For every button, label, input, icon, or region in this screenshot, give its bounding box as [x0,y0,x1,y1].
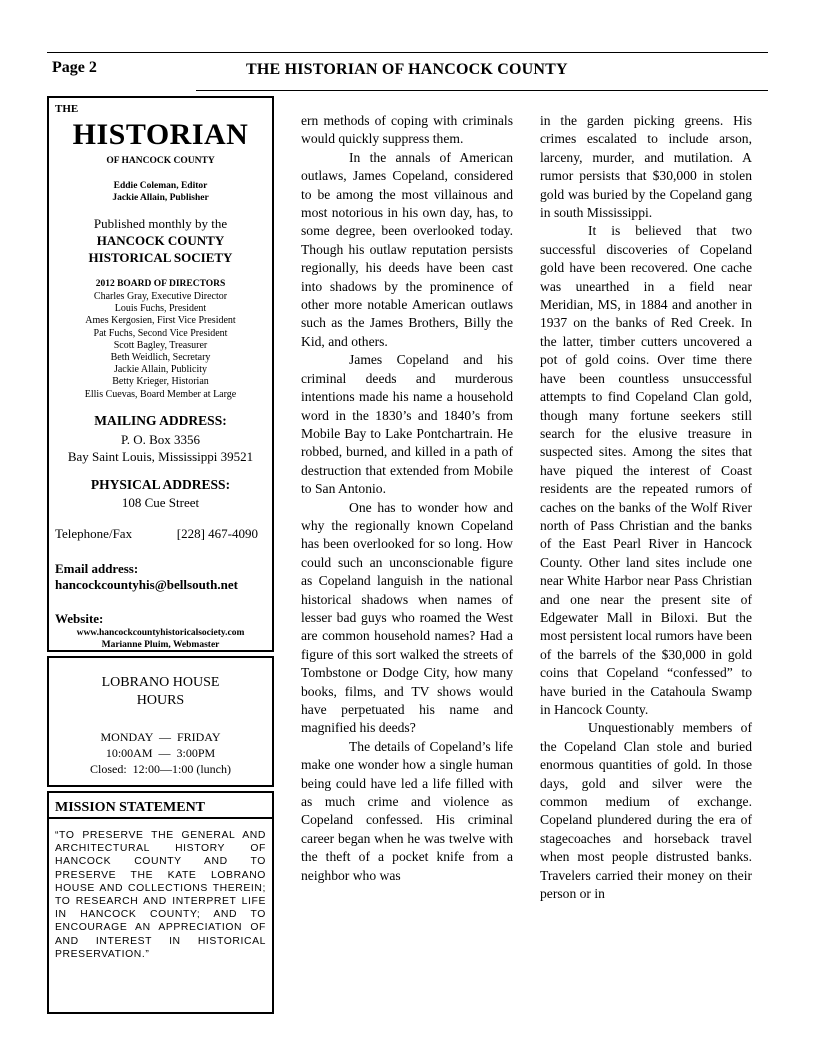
article-paragraph: Unquestionably members of the Copeland Clan stole and buried enormous quantities of gold. In those days, gold and silver were the common medium of exchange. Copeland plundered during the era of stagecoaches and horseback travel when most people distrusted banks. Travelers carried their money on their person or in [540,720,752,902]
hours-box [47,656,274,787]
telephone-value: [228] 467-4090 [176,526,258,541]
board-member: Louis Fuchs, President [114,303,207,315]
mission-box [47,791,274,1014]
publisher-credit: Jackie Allain, Publisher [112,193,209,203]
board-member: Ellis Cuevas, Board Member at Large [84,388,237,400]
website-link[interactable]: www.hancockcountyhistoricalsociety.com [76,628,245,638]
running-title: THE HISTORIAN OF HANCOCK COUNTY [246,61,568,78]
society-name-line2: HISTORICAL SOCIETY [88,250,233,265]
board-member: Beth Weidlich, Secretary [110,352,211,364]
hours-times: 10:00AM — 3:00PM [105,746,216,760]
email-heading: Email address: [55,561,139,576]
masthead-the: THE [55,103,79,115]
mission-text: “TO PRESERVE THE GENERAL AND ARCHITECTURAL HISTORY OF HANCOCK COUNTY AND TO PRESERVE THE KATE LOBRANO HOUSE AND COLLECTIONS THEREIN; TO RESEARCH AND INTERPRET LIFE IN HANCOCK COUNTY; AND TO ENCOURAGE AN APPRECIATION OF AND INTEREST IN HISTORICAL PRESERVATION.” [55,830,266,960]
masthead-title: HISTORIAN [72,118,249,151]
article-paragraph: In the annals of American outlaws, James Copeland, considered to be among the most villainous and most notorious in his own day, has, to some degree, been overlooked today. Though his outlaw reputation persists regionally, his deeds have been cast into shadows by the prominence of other more notable American outlaws such as the James Brothers, Billy the Kid, and others. [301,149,513,349]
board-member: Charles Gray, Executive Director [93,291,228,302]
mailing-address-line2: Bay Saint Louis, Mississippi 39521 [67,449,254,464]
telephone-row [55,526,266,542]
hours-title-line2: HOURS [136,693,185,708]
board-heading: 2012 BOARD OF DIRECTORS [95,279,226,289]
board-member: Jackie Allain, Publicity [113,364,208,376]
webmaster-credit: Marianne Pluim, Webmaster [101,640,220,650]
article-column-2 [540,112,752,903]
email-link[interactable]: hancockcountyhis@bellsouth.net [55,577,238,592]
physical-address-line1: 108 Cue Street [121,495,200,510]
article-paragraph: The details of Copeland’s life make one wonder how a single human being could have led a life filled with as much crime and violence as Copeland confessed. His criminal career began when he was twelve with the theft of a pocket knife from a neighbor who was [301,738,513,883]
society-name-line1: HANCOCK COUNTY [96,233,225,248]
mission-divider [49,817,272,819]
physical-address-heading: PHYSICAL ADDRESS: [90,477,231,492]
telephone-label: Telephone/Fax [55,526,133,541]
mailing-address-line1: P. O. Box 3356 [120,432,201,447]
board-list [49,291,272,401]
board-member: Pat Fuchs, Second Vice President [93,327,228,339]
website-heading: Website: [55,611,104,626]
hours-days: MONDAY — FRIDAY [100,730,221,744]
hours-title-line1: LOBRANO HOUSE [101,675,220,690]
article-paragraph: in the garden picking greens. His crimes escalated to include arson, larceny, murder, and mutilation. A rumor persists that $30,000 in stolen gold was buried by the Copeland gang in south Mississippi. [540,113,752,221]
mailing-address-heading: MAILING ADDRESS: [94,413,227,428]
header-underline [196,90,768,91]
masthead-box [47,96,274,652]
top-rule [47,52,768,53]
editor-credit: Eddie Coleman, Editor [113,181,208,191]
page-number: Page 2 [52,59,97,76]
article-paragraph: James Copeland and his criminal deeds and murderous intentions made his name a household word in the 1830’s and 1840’s from Mobile Bay to Lake Pontchartrain. He robbed, burned, and killed in a path of destruction that extended from Mobile to San Antonio. [301,352,513,497]
article-paragraph: It is believed that two successful discoveries of Copeland gold have been recovered. One cache was unearthed in a field near Meridian, MS, in 1884 and another in 1937 on the banks of Red Creek. In the latter, timber cutters uncovered a pot of gold coins. Over time there have been countless unsuccessful attempts to find Copeland Clan gold, though many fortune seekers still search for the elusive treasure in suspected sites. Among the sites that have piqued the interest of Coast residents are the repeated rumors of caches on the banks of the Wolf River north of Pass Christian and the banks of the East Pearl River in Hancock County. Other land sites include one near White Harbor near Pass Christian and one near the present site of Edgewater Mall in Biloxi. But the most persistent local rumors have been of the barrels of the $30,000 in gold coins that Copeland “confessed” to have buried in the Catahoula Swamp in Hancock County. [540,223,752,717]
article-column-1 [301,112,513,885]
article-paragraph: One has to wonder how and why the regionally known Copeland has been overlooked for so long. How could such an unconscionable figure as Copeland languish in the national historical shadows when names of lesser bad guys who roamed the West are common household names? Had a figure of this sort walked the streets of Tombstone or Dodge City, how many books, films, and TV shows would have perpetuated his name and magnified his deeds? [301,499,513,736]
board-member: Scott Bagley, Treasurer [113,339,208,351]
board-member: Betty Krieger, Historian [112,376,209,388]
article-paragraph: ern methods of coping with criminals would quickly suppress them. [301,113,513,147]
board-member: Ames Kergosien, First Vice President [85,315,236,327]
published-by: Published monthly by the [93,216,228,231]
mission-heading: MISSION STATEMENT [55,800,206,815]
masthead-subtitle: OF HANCOCK COUNTY [106,156,215,166]
hours-closed: Closed: 12:00—1:00 (lunch) [90,762,231,776]
